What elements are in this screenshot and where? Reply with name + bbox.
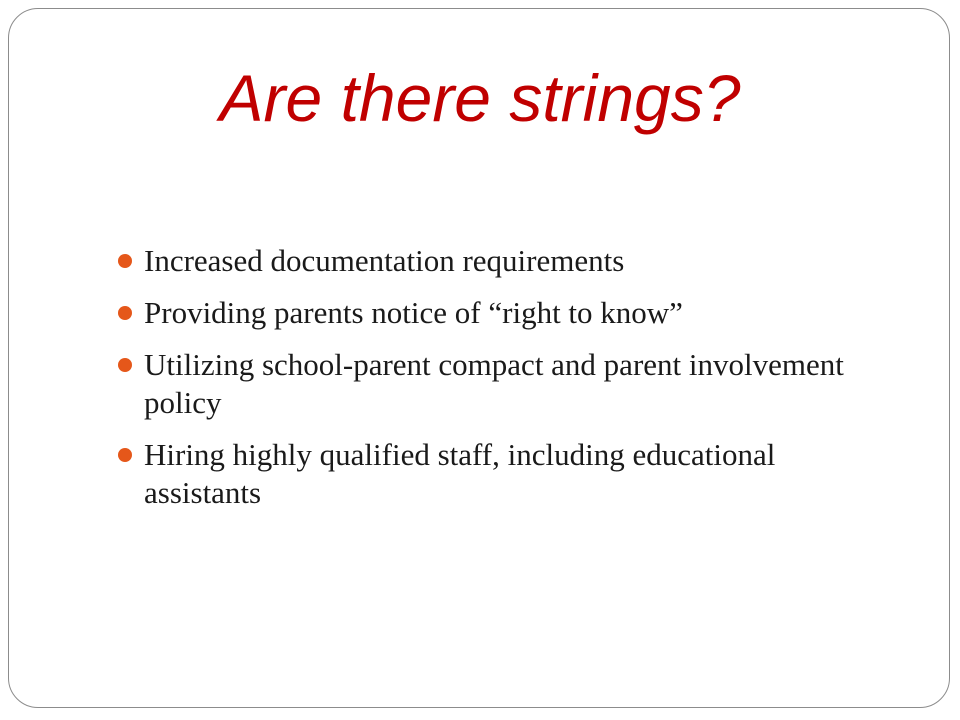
bullet-dot-icon <box>118 358 132 372</box>
bullet-dot-icon <box>118 254 132 268</box>
bullet-item <box>118 294 878 332</box>
bullet-item <box>118 436 878 512</box>
bullet-item <box>118 346 878 422</box>
bullet-list <box>118 242 878 526</box>
bullet-text: Providing parents notice of “right to know” <box>144 295 683 330</box>
bullet-text: Hiring highly qualified staff, including educational assistants <box>144 437 776 510</box>
bullet-text: Increased documentation requirements <box>144 243 625 278</box>
bullet-dot-icon <box>118 306 132 320</box>
bullet-item <box>118 242 878 280</box>
bullet-dot-icon <box>118 448 132 462</box>
bullet-text: Utilizing school-parent compact and parent involvement policy <box>144 347 844 420</box>
slide-title: Are there strings? <box>219 61 741 135</box>
